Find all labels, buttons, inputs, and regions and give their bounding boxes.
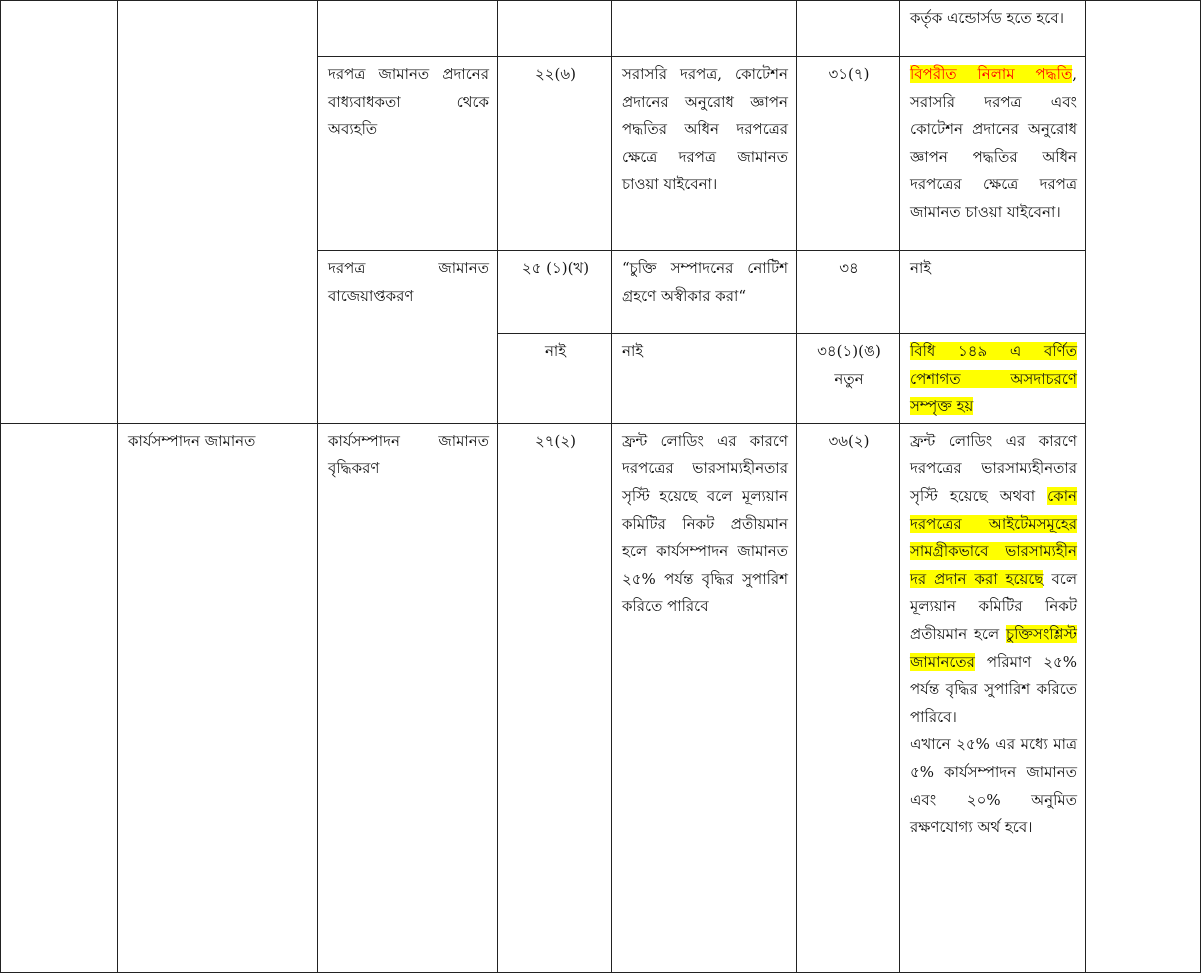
remarks-cell: [1086, 1, 1201, 973]
subtopic-cell: দরপত্র জামানত বাজেয়াপ্তকরণ: [318, 251, 498, 424]
text-segment: , সরাসরি দরপত্র এবং কোটেশন প্রদানের অনুরোধ জ্ঞাপন পদ্ধতির অধিন দরপত্রের ক্ষেত্রে দরপত্র জামানত চাওয়া যাইবেনা।: [910, 65, 1077, 221]
old-rule-cell: ২৭(২): [498, 423, 612, 972]
text-segment: ফ্রন্ট লোডিং এর কারণে দরপত্রের ভারসাম্যহীনতার সৃস্টি হয়েছে অথবা: [910, 431, 1077, 505]
table-row: [1, 423, 1201, 972]
table-row: [1, 1, 1201, 57]
old-text-cell: সরাসরি দরপত্র, কোটেশন প্রদানের অনুরোধ জ্ঞাপন পদ্ধতির অধিন দরপত্রের ক্ষেত্রে দরপত্র জামানত চাওয়া যাইবেনা।: [612, 57, 797, 251]
new-rule-cell: ৩৬(২): [797, 423, 900, 972]
blank-margin-cell: [1, 1, 118, 424]
old-text-cell: নাই: [612, 334, 797, 424]
old-text-cell: ফ্রন্ট লোডিং এর কারণে দরপত্রের ভারসাম্যহীনতার সৃস্টি হয়েছে বলে মূল্যয়ান কমিটির নিকট প্রতীয়মান হলে কার্যসম্পাদন জামানত ২৫% পর্যন্ত বৃদ্ধির সুপারিশ করিতে পারিবে: [612, 423, 797, 972]
new-text-cell: [900, 334, 1086, 424]
text-segment: কর্তৃক এন্ডোর্সড হতে হবে।: [910, 9, 1065, 27]
new-text-main: [910, 428, 1077, 732]
subtopic-cell: কার্যসম্পাদন জামানত বৃদ্ধিকরণ: [318, 423, 498, 972]
subtopic-cell: দরপত্র জামানত প্রদানের বাধ্যবাধকতা থেকে অব্যহতি: [318, 57, 498, 251]
blank-margin-cell: [1, 423, 118, 972]
new-rule-cell: [797, 334, 900, 424]
text-segment: বলে মূল্যয়ান কমিটির নিকট প্রতীয়মান হলে: [910, 569, 1077, 643]
topic-cell: [118, 1, 318, 424]
old-rule-cell: [498, 1, 612, 57]
new-text-cell: [900, 57, 1086, 251]
subtopic-cell: [318, 1, 498, 57]
new-rule-cell: ৩১(৭): [797, 57, 900, 251]
highlighted-text: চুক্তিসংশ্লিস্ট জামানতের: [910, 624, 1077, 671]
highlighted-text: বিধি ১৪৯ এ বর্ণিত পেশাগত অসদাচরণে সম্পৃক্ত হয়: [910, 342, 1077, 416]
old-text-cell: [612, 1, 797, 57]
old-text-cell: “চুক্তি সম্পাদনের নোটিশ গ্রহণে অস্বীকার করা“: [612, 251, 797, 334]
new-text-cell: [900, 1, 1086, 57]
old-rule-cell: নাই: [498, 334, 612, 424]
new-rule-cell: [797, 1, 900, 57]
new-text-cell: [900, 423, 1086, 972]
new-text-note: এখানে ২৫% এর মধ্যে মাত্র ৫% কার্যসম্পাদন জামানত এবং ২০% অনুমিত রক্ষণযোগ্য অর্থ হবে।: [910, 735, 1077, 837]
new-rule-cell: ৩৪: [797, 251, 900, 334]
old-rule-cell: ২৫ (১)(খ): [498, 251, 612, 334]
new-text-cell: [900, 251, 1086, 334]
new-rule-number: ৩৪(১)(ঙ): [817, 342, 881, 360]
highlighted-text: বিপরীত নিলাম পদ্ধতি: [910, 65, 1073, 83]
text-segment: নাই: [910, 259, 932, 277]
text-segment: পরিমাণ ২৫% পর্যন্ত বৃদ্ধির সুপারিশ করিতে পারিবে।: [910, 652, 1077, 726]
new-rule-note: নতুন: [834, 369, 864, 388]
highlighted-text: কোন দরপত্রের আইটেমসমূহের সামগ্রীকভাবে ভারসাম্যহীন দর প্রদান করা হয়েছে: [910, 486, 1077, 588]
old-rule-cell: ২২(৬): [498, 57, 612, 251]
topic-cell: কার্যসম্পাদন জামানত: [118, 423, 318, 972]
